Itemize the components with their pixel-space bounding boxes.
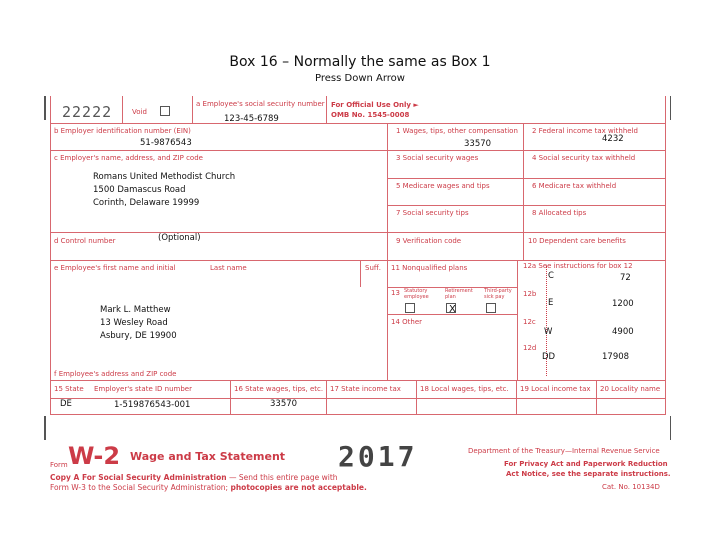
box-a-label: a Employee's social security number <box>196 100 325 108</box>
third-party-sick-pay-checkbox[interactable] <box>486 303 496 313</box>
box-1-label: 1 Wages, tips, other compensation <box>396 127 518 135</box>
box-16-value[interactable]: 33570 <box>270 399 298 409</box>
box-19-label: 19 Local income tax <box>520 385 591 393</box>
box-12d-code[interactable]: DD <box>542 352 556 362</box>
employer-state-id-label: Employer's state ID number <box>94 385 192 393</box>
privacy-line-2: Act Notice, see the separate instructions. <box>506 470 671 478</box>
last-name-label: Last name <box>210 264 247 272</box>
box-1-value[interactable]: 33570 <box>464 139 492 149</box>
employee-street[interactable]: 13 Wesley Road <box>100 318 168 328</box>
statement-title: Wage and Tax Statement <box>130 450 286 463</box>
box-7-label: 7 Social security tips <box>396 209 469 217</box>
w2-form <box>46 96 670 440</box>
box-16-label: 16 State wages, tips, etc. <box>234 385 324 393</box>
tax-year: 2017 <box>338 440 418 473</box>
box-4-label: 4 Social security tax withheld <box>532 154 636 162</box>
suffix-label: Suff. <box>365 264 381 272</box>
retirement-plan-label: Retirement plan <box>445 288 473 300</box>
retirement-plan-mark: X <box>449 304 456 315</box>
box-12b-label: 12b <box>523 290 537 298</box>
box-12a-code[interactable]: C <box>548 271 554 281</box>
box-13-label: 13 <box>391 289 400 297</box>
copy-a-line-2 <box>50 483 367 492</box>
copy-a-rest: — Send this entire page with <box>226 473 338 482</box>
employee-city[interactable]: Asbury, DE 19900 <box>100 331 177 341</box>
ssn-value[interactable]: 123-45-6789 <box>224 114 279 124</box>
box-2-value[interactable]: 4232 <box>602 134 624 144</box>
box-12d-amount[interactable]: 17908 <box>602 352 630 362</box>
box-10-label: 10 Dependent care benefits <box>528 237 626 245</box>
box-12a-amount[interactable]: 72 <box>620 273 631 283</box>
employer-street[interactable]: 1500 Damascus Road <box>93 185 186 195</box>
page-title: Box 16 – Normally the same as Box 1 <box>229 54 491 70</box>
omb-number: OMB No. 1545-0008 <box>331 111 410 119</box>
statutory-employee-label: Statutory employee <box>404 288 429 300</box>
box-12d-label: 12d <box>523 344 537 352</box>
control-number-box: 22222 <box>62 103 113 121</box>
box-e-label: e Employee's first name and initial <box>54 264 176 272</box>
state-id-value[interactable]: 1-519876543-001 <box>114 400 191 410</box>
state-value[interactable]: DE <box>60 399 72 409</box>
official-use-label: For Official Use Only ► <box>331 101 419 109</box>
catalog-number: Cat. No. 10134D <box>602 483 660 491</box>
statutory-employee-checkbox[interactable] <box>405 303 415 313</box>
copy-a-line2-b: photocopies are not acceptable. <box>230 483 367 492</box>
third-party-sick-pay-label: Third-party sick pay <box>484 288 512 300</box>
control-number-value[interactable]: (Optional) <box>158 233 201 243</box>
department-line: Department of the Treasury—Internal Revenue Service <box>468 447 660 455</box>
box-12b-amount[interactable]: 1200 <box>612 299 634 309</box>
privacy-line-1: For Privacy Act and Paperwork Reduction <box>504 460 668 468</box>
box-2-label: 2 Federal income tax withheld <box>532 127 638 135</box>
box-d-label: d Control number <box>54 237 116 245</box>
employer-city[interactable]: Corinth, Delaware 19999 <box>93 198 200 208</box>
box-12c-label: 12c <box>523 318 536 326</box>
box-6-label: 6 Medicare tax withheld <box>532 182 617 190</box>
box-b-label: b Employer identification number (EIN) <box>54 127 191 135</box>
employer-name[interactable]: Romans United Methodist Church <box>93 172 236 182</box>
box-14-label: 14 Other <box>391 318 423 326</box>
box-12b-code[interactable]: E <box>548 298 554 308</box>
box-12c-amount[interactable]: 4900 <box>612 327 634 337</box>
copy-a-line-1 <box>50 473 338 482</box>
box-8-label: 8 Allocated tips <box>532 209 587 217</box>
box-20-label: 20 Locality name <box>600 385 661 393</box>
box-f-label: f Employee's address and ZIP code <box>54 370 177 378</box>
box-11-label: 11 Nonqualified plans <box>391 264 468 272</box>
employee-name[interactable]: Mark L. Matthew <box>100 305 171 315</box>
box-3-label: 3 Social security wages <box>396 154 479 162</box>
box-15-label: 15 State <box>54 385 84 393</box>
box-18-label: 18 Local wages, tips, etc. <box>420 385 509 393</box>
form-label: Form <box>50 461 68 469</box>
form-name: W-2 <box>68 442 121 470</box>
box-9-label: 9 Verification code <box>396 237 462 245</box>
box-17-label: 17 State income tax <box>330 385 401 393</box>
page-subtitle: Press Down Arrow <box>315 73 405 84</box>
void-label: Void <box>132 108 147 116</box>
ein-value[interactable]: 51-9876543 <box>140 138 192 148</box>
box-12a-label: 12a See instructions for box 12 <box>523 262 633 270</box>
void-checkbox[interactable] <box>160 106 170 116</box>
copy-a-bold: Copy A For Social Security Administration <box>50 473 227 482</box>
box-c-label: c Employer's name, address, and ZIP code <box>54 154 203 162</box>
copy-a-line2-a: Form W-3 to the Social Security Administration; <box>50 483 231 492</box>
box-12c-code[interactable]: W <box>544 327 553 337</box>
box-5-label: 5 Medicare wages and tips <box>396 182 490 190</box>
